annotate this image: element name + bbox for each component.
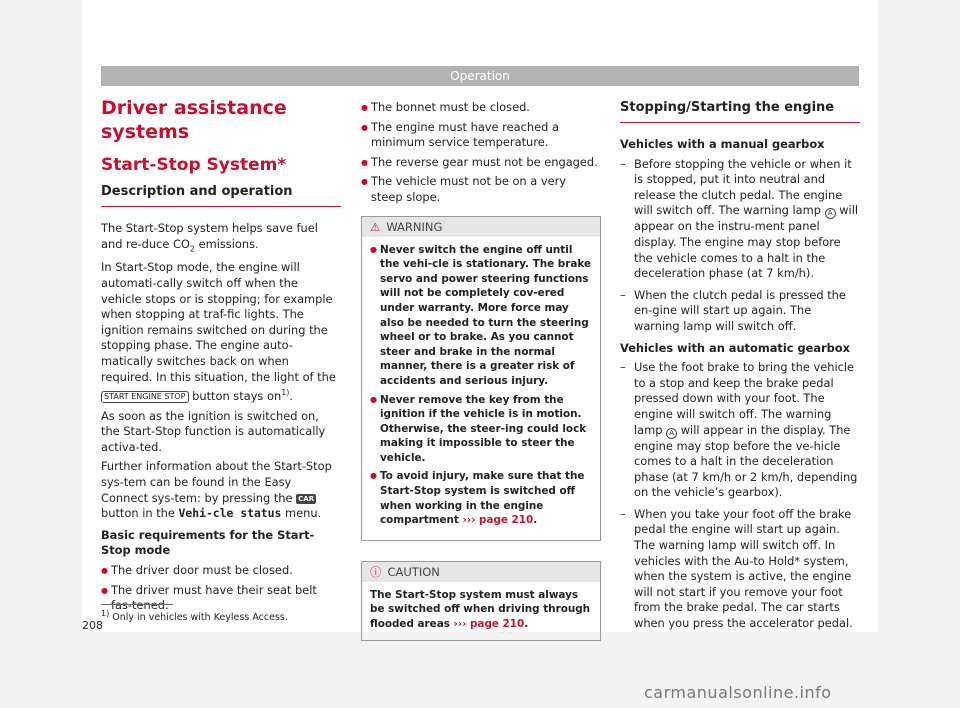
paragraph-ignition: As soon as the ignition is switched on, the Start-Stop function is automatically activa-ted. (101, 408, 326, 454)
list-item: – Before stopping the vehicle or when it is stopped, put it into neutral and release the clutch pedal. The engine will switch off. The warning lamp A will appear on the instru-ment panel display. The engine may stop before the vehicle comes to a halt in the deceleration phase (at 7 km/h). (620, 157, 860, 282)
paragraph-further-info: Further information about the Start-Stop sys-tem can be found in the Easy Connect sys-tem: by pressing the CAR button in the Vehi-cle status menu. (101, 459, 332, 521)
section-heading: Description and operation (101, 184, 341, 207)
list-item: ● The reverse gear must not be engaged. (361, 155, 601, 171)
paragraph-mode: In Start-Stop mode, the engine will automati-cally switch off when the vehicle stops or is stopping; for example when stopping at traf-fic lights. The ignition remains switched on during the stopping phase. The engine auto-matically switches back on when required. In this situation, the light of the START ENGINE STOP button stays $on^{1)}$. (101, 260, 336, 404)
warning-header: ⚠ WARNING (362, 217, 600, 237)
manual-gearbox-heading: Vehicles with a manual gearbox (620, 137, 825, 151)
caution-header: ⓘ CAUTION (362, 562, 600, 582)
start-stop-warning-lamp-icon: A (825, 208, 836, 219)
list-item: ● The engine must have reached a minimum service temperature. (361, 120, 601, 151)
column-1 (101, 96, 341, 618)
page-reference-link[interactable]: ››› page 210 (462, 514, 534, 527)
caution-body: The Start-Stop system must always be switched off when driving through flooded areas ››› page 210. (370, 588, 591, 631)
start-stop-warning-lamp-icon: A (666, 428, 677, 439)
subtitle: Start-Stop System* (101, 155, 287, 175)
list-item: ● The driver door must be closed. (101, 563, 341, 579)
section-heading-stopping: Stopping/Starting the engine (620, 96, 860, 123)
chapter-title: Driver assistance systems (101, 97, 287, 143)
list-item: – Use the foot brake to bring the vehicle to a stop and keep the brake pedal pressed down with your foot. The engine will switch off. The warning lamp A will appear in the display. The engine may stop before the ve-hicle comes to a halt in the deceleration phase (at 7 km/h or 2 km/h, depending on the vehicle’s gearbox). (620, 360, 860, 501)
warning-box (361, 216, 601, 541)
page-number: 208 (82, 619, 103, 632)
caution-circle-icon: ⓘ (370, 564, 382, 579)
footnote-divider (101, 604, 173, 605)
watermark: carmanualsonline.info (644, 683, 832, 702)
list-item: ● The driver must have their seat belt fas-tened. (101, 583, 341, 614)
list-item: ● Never switch the engine off until the vehi-cle is stationary. The brake servo and power steering functions will not be completely cov-ered under warranty. More force may also be needed to turn the steering wheel or to brake. As you cannot steer and brake in the normal manner, there is a greater risk of accidents and serious injury. (370, 243, 592, 389)
car-button-icon: CAR (298, 494, 315, 503)
section-header: Operation (101, 66, 859, 86)
start-engine-stop-button-icon: START ENGINE STOP (101, 391, 189, 403)
warning-triangle-icon: ⚠ (370, 219, 381, 234)
requirements-heading: Basic requirements for the Start-Stop mode (101, 527, 315, 558)
list-item: – When the clutch pedal is pressed the en-gine will start up again. The warning lamp will switch off. (620, 288, 860, 335)
page-reference-link[interactable]: ››› page 210 (453, 618, 525, 631)
list-item: ● The bonnet must be closed. (361, 100, 601, 116)
list-item: ● The vehicle must not be on a very steep slope. (361, 174, 601, 205)
caution-box (361, 561, 601, 641)
column-3 (620, 96, 860, 638)
list-item: ● To avoid injury, make sure that the Start-Stop system is switched off when working in the engine compartment ››› page 210. (370, 469, 592, 527)
list-item: ● Never remove the key from the ignition if the vehicle is in motion. Otherwise, the steer-ing could lock making it impossible to steer the vehicle. (370, 393, 592, 466)
paragraph-intro: The Start-Stop system helps save fuel and re-duce $CO_2$ emissions. (101, 221, 318, 253)
footnote: $^{1)}$ Only in vehicles with Keyless Access. (101, 609, 288, 624)
list-item: – When you take your foot off the brake pedal the engine will start up again. The warning lamp will switch off. In vehicles with the Au-to Hold* system, when the system is active, the engine will not start if you remove your foot from the brake pedal. The car starts when you press the accelerator pedal. (620, 507, 860, 632)
automatic-gearbox-heading: Vehicles with an automatic gearbox (620, 340, 850, 355)
warning-body (362, 237, 600, 540)
column-2 (361, 100, 601, 641)
